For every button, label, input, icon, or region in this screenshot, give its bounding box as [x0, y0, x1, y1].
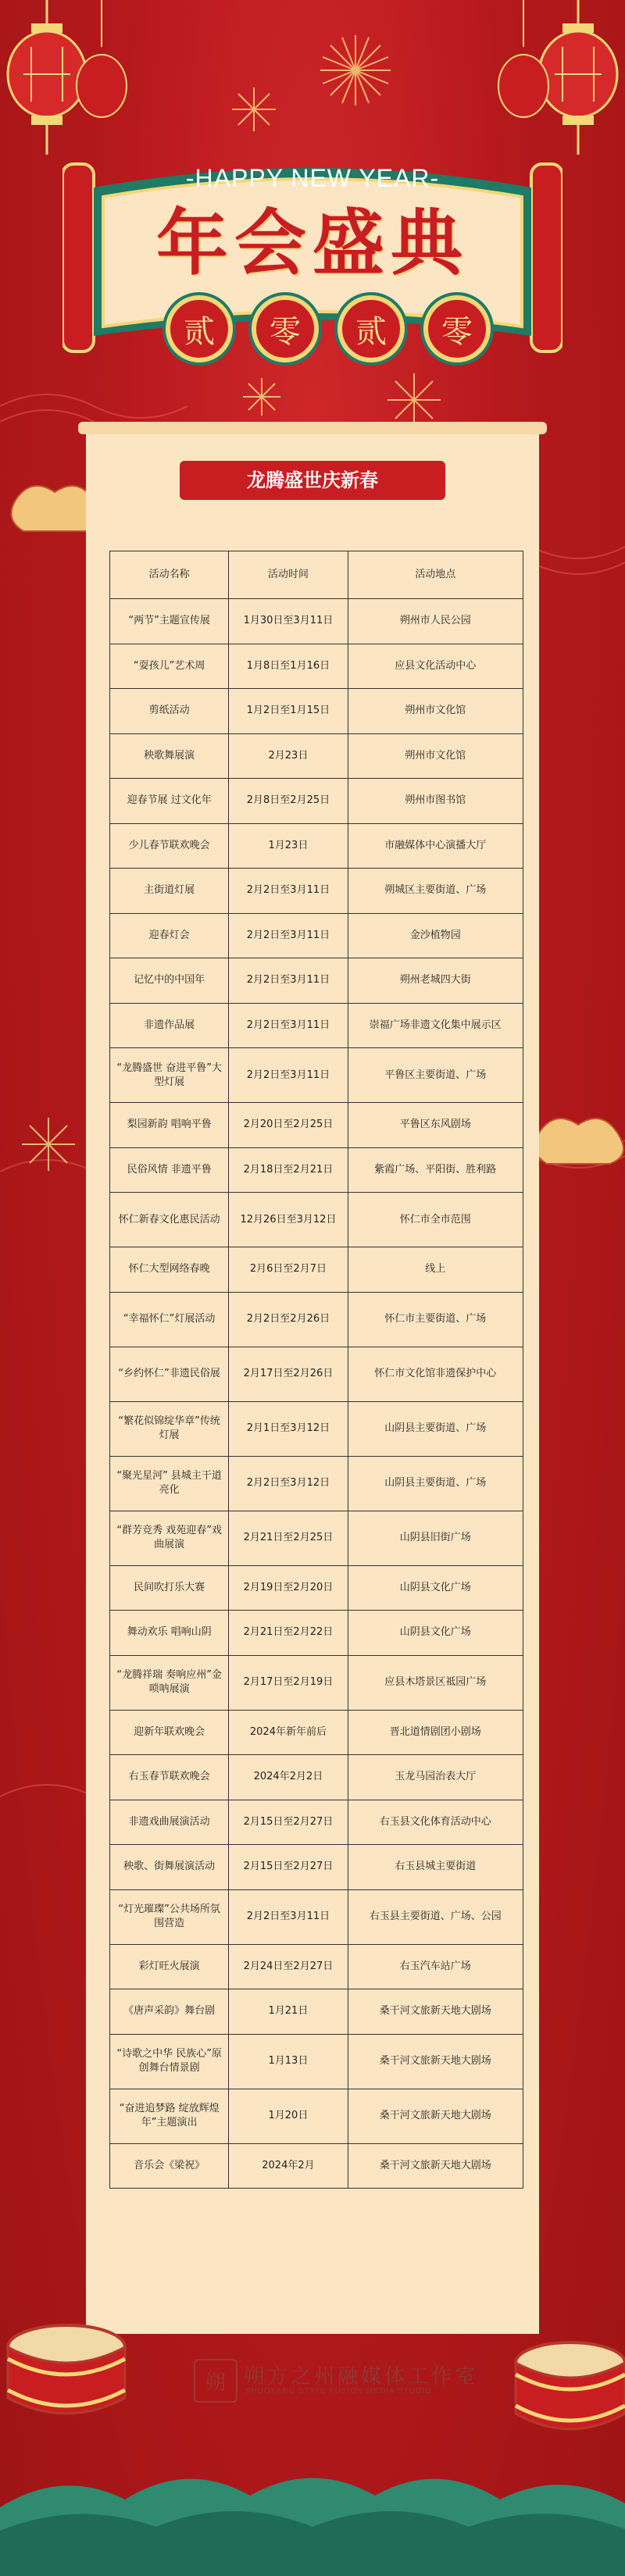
activity-time-cell: 2024年2月2日 — [229, 1755, 348, 1800]
table-row — [110, 958, 523, 1004]
table-row — [110, 1944, 523, 1989]
activity-location-cell: 平鲁区主要街道、广场 — [348, 1048, 523, 1103]
activity-name-cell: “龙腾盛世 奋进平鲁”大型灯展 — [110, 1048, 229, 1103]
table-row — [110, 2089, 523, 2143]
table-row — [110, 733, 523, 779]
panel-roll — [78, 422, 547, 434]
activity-name-cell: “群芳竞秀 戏苑迎春”戏曲展演 — [110, 1511, 229, 1565]
activity-time-cell: 2月19日至2月20日 — [229, 1565, 348, 1611]
activity-location-cell: 晋北道情剧团小剧场 — [348, 1710, 523, 1755]
activity-name-cell: 记忆中的中国年 — [110, 958, 229, 1004]
table-row — [110, 1247, 523, 1293]
table-row — [110, 1655, 523, 1710]
activity-time-cell: 2月17日至2月26日 — [229, 1347, 348, 1401]
activity-name-cell: “奋进追梦路 绽放辉煌年”主题演出 — [110, 2089, 229, 2143]
table-row — [110, 869, 523, 914]
activity-time-cell: 1月2日至1月15日 — [229, 689, 348, 734]
year-char-2: 零 — [252, 295, 319, 362]
activity-time-cell: 2月2日至3月11日 — [229, 1048, 348, 1103]
lantern-left-icon — [0, 0, 133, 156]
table-row — [110, 1003, 523, 1048]
activity-location-cell: 市融媒体中心演播大厅 — [348, 823, 523, 869]
activity-time-cell: 2月1日至3月12日 — [229, 1401, 348, 1456]
table-row — [110, 2143, 523, 2189]
activity-location-cell: 山阴县主要街道、广场 — [348, 1401, 523, 1456]
activity-location-cell: 山阴县旧街广场 — [348, 1511, 523, 1565]
activity-location-cell: 崇福广场非遗文化集中展示区 — [348, 1003, 523, 1048]
activity-time-cell: 2月2日至3月11日 — [229, 869, 348, 914]
activity-location-cell: 玉龙马园治表大厅 — [348, 1755, 523, 1800]
table-body — [110, 599, 523, 2189]
activity-location-cell: 怀仁市全市范围 — [348, 1193, 523, 1247]
activity-location-cell: 桑干河文旅新天地大剧场 — [348, 1989, 523, 2035]
activity-location-cell: 山阴县文化广场 — [348, 1611, 523, 1656]
studio-english-name: SHUOFANG STATE FUSION MEDIA STUDIO — [245, 2387, 432, 2396]
table-row — [110, 1989, 523, 2035]
activity-time-cell: 2月2日至3月11日 — [229, 1003, 348, 1048]
activity-location-cell: 紫霞广场、平阳街、胜利路 — [348, 1147, 523, 1193]
table-row — [110, 1845, 523, 1890]
activity-location-cell: 朔城区主要街道、广场 — [348, 869, 523, 914]
header-activity-time: 活动时间 — [229, 551, 348, 599]
activity-name-cell: “两节”主题宣传展 — [110, 599, 229, 644]
activity-name-cell: “耍孩儿”艺术周 — [110, 644, 229, 689]
table-row — [110, 1889, 523, 1944]
activity-name-cell: 少儿春节联欢晚会 — [110, 823, 229, 869]
year-char-1: 贰 — [166, 295, 233, 362]
activity-name-cell: 彩灯旺火展演 — [110, 1944, 229, 1989]
activity-location-cell: 右玉汽车站广场 — [348, 1944, 523, 1989]
activity-time-cell: 1月13日 — [229, 2034, 348, 2089]
activity-location-cell: 朔州市文化馆 — [348, 689, 523, 734]
studio-name: 朔方之州融媒体工作室 — [244, 2365, 479, 2389]
table-row — [110, 1401, 523, 1456]
activity-location-cell: 山阴县文化广场 — [348, 1565, 523, 1611]
activity-time-cell: 2024年2月 — [229, 2143, 348, 2189]
activity-time-cell: 2月6日至2月7日 — [229, 1247, 348, 1293]
activity-time-cell: 2月17日至2月19日 — [229, 1655, 348, 1710]
activity-name-cell: 怀仁新春文化惠民活动 — [110, 1193, 229, 1247]
table-row — [110, 1347, 523, 1401]
activity-name-cell: “龙腾祥瑞 奏响应州”金唢呐展演 — [110, 1655, 229, 1710]
drum-right-icon — [500, 2320, 625, 2460]
activity-name-cell: “乡约怀仁”非遗民俗展 — [110, 1347, 229, 1401]
activity-time-cell: 1月23日 — [229, 823, 348, 869]
activity-name-cell: 迎春灯会 — [110, 913, 229, 958]
page-title: 年会盛典 — [155, 201, 469, 285]
activity-location-cell: 右玉县主要街道、广场、公园 — [348, 1889, 523, 1944]
activity-location-cell: 金沙植物园 — [348, 913, 523, 958]
activity-time-cell: 2月2日至3月11日 — [229, 958, 348, 1004]
lantern-right-icon — [492, 0, 625, 156]
table-row — [110, 689, 523, 734]
activity-location-cell: 平鲁区东风剧场 — [348, 1103, 523, 1148]
header-activity-location: 活动地点 — [348, 551, 523, 599]
activity-time-cell: 2024年新年前后 — [229, 1710, 348, 1755]
activity-name-cell: 秧歌、街舞展演活动 — [110, 1845, 229, 1890]
activity-location-cell: 桑干河文旅新天地大剧场 — [348, 2143, 523, 2189]
activity-time-cell: 1月21日 — [229, 1989, 348, 2035]
activity-time-cell: 2月2日至3月11日 — [229, 913, 348, 958]
table-row — [110, 599, 523, 644]
activity-location-cell: 朔州市人民公园 — [348, 599, 523, 644]
activity-time-cell: 2月2日至3月11日 — [229, 1889, 348, 1944]
activity-location-cell: 应县文化活动中心 — [348, 644, 523, 689]
activity-time-cell: 2月24日至2月27日 — [229, 1944, 348, 1989]
activity-name-cell: 非遗戏曲展演活动 — [110, 1800, 229, 1845]
activity-location-cell: 桑干河文旅新天地大剧场 — [348, 2034, 523, 2089]
activity-name-cell: 舞动欢乐 唱响山阴 — [110, 1611, 229, 1656]
table-row — [110, 1800, 523, 1845]
activity-name-cell: 《唐声采韵》舞台剧 — [110, 1989, 229, 2035]
activities-table — [109, 551, 523, 2189]
activity-time-cell: 2月8日至2月25日 — [229, 779, 348, 824]
table-row — [110, 823, 523, 869]
drum-left-icon — [0, 2304, 141, 2445]
activity-location-cell: 线上 — [348, 1247, 523, 1293]
table-row — [110, 2034, 523, 2089]
activity-name-cell: 民间吹打乐大赛 — [110, 1565, 229, 1611]
table-row — [110, 1565, 523, 1611]
table-row — [110, 1511, 523, 1565]
activity-name-cell: 民俗风情 非遗平鲁 — [110, 1147, 229, 1193]
activity-time-cell: 2月15日至2月27日 — [229, 1800, 348, 1845]
table-row — [110, 1710, 523, 1755]
year-char-4: 零 — [423, 295, 491, 362]
activity-location-cell: 朔州市文化馆 — [348, 733, 523, 779]
activity-time-cell: 1月30日至3月11日 — [229, 599, 348, 644]
activity-name-cell: 音乐会《梁祝》 — [110, 2143, 229, 2189]
activity-name-cell: 非遗作品展 — [110, 1003, 229, 1048]
activity-location-cell: 怀仁市主要街道、广场 — [348, 1292, 523, 1347]
activity-name-cell: 怀仁大型网络春晚 — [110, 1247, 229, 1293]
activity-name-cell: 剪纸活动 — [110, 689, 229, 734]
activity-time-cell: 2月2日至3月12日 — [229, 1456, 348, 1511]
activity-name-cell: 秧歌舞展演 — [110, 733, 229, 779]
activity-name-cell: 迎新年联欢晚会 — [110, 1710, 229, 1755]
activity-time-cell: 2月21日至2月22日 — [229, 1611, 348, 1656]
activity-name-cell: “幸福怀仁”灯展活动 — [110, 1292, 229, 1347]
activity-name-cell: “灯光璀璨”公共场所氛围营造 — [110, 1889, 229, 1944]
activity-name-cell: “聚光星河” 县城主干道亮化 — [110, 1456, 229, 1511]
activity-name-cell: 迎春节展 过文化年 — [110, 779, 229, 824]
activity-location-cell: 桑干河文旅新天地大剧场 — [348, 2089, 523, 2143]
activity-location-cell: 山阴县主要街道、广场 — [348, 1456, 523, 1511]
activity-time-cell: 2月21日至2月25日 — [229, 1511, 348, 1565]
year-char-3: 贰 — [338, 295, 405, 362]
table-row — [110, 1456, 523, 1511]
table-row — [110, 1193, 523, 1247]
activity-location-cell: 朔州市图书馆 — [348, 779, 523, 824]
activity-time-cell: 2月2日至2月26日 — [229, 1292, 348, 1347]
activity-name-cell: “诗歌之中华 民族心”原创舞台情景剧 — [110, 2034, 229, 2089]
table-row — [110, 1611, 523, 1656]
activity-time-cell: 2月20日至2月25日 — [229, 1103, 348, 1148]
activity-name-cell: 主街道灯展 — [110, 869, 229, 914]
activity-time-cell: 12月26日至3月12日 — [229, 1193, 348, 1247]
table-row — [110, 1048, 523, 1103]
activity-time-cell: 2月18日至2月21日 — [229, 1147, 348, 1193]
activity-time-cell: 1月8日至1月16日 — [229, 644, 348, 689]
activity-time-cell: 2月15日至2月27日 — [229, 1845, 348, 1890]
activity-location-cell: 右玉县文化体育活动中心 — [348, 1800, 523, 1845]
table-header-row — [110, 551, 523, 599]
studio-logo — [194, 2359, 479, 2406]
happy-new-year-text: -HAPPY NEW YEAR- — [185, 164, 440, 192]
table-row — [110, 1755, 523, 1800]
table-row — [110, 644, 523, 689]
activity-name-cell: 梨园新韵 唱响平鲁 — [110, 1103, 229, 1148]
section-subtitle: 龙腾盛世庆新春 — [180, 461, 445, 500]
activity-location-cell: 右玉县城主要街道 — [348, 1845, 523, 1890]
table-row — [110, 779, 523, 824]
activity-location-cell: 朔州老城四大街 — [348, 958, 523, 1004]
activity-location-cell: 怀仁市文化馆非遗保护中心 — [348, 1347, 523, 1401]
activity-time-cell: 2月23日 — [229, 733, 348, 779]
table-row — [110, 1103, 523, 1148]
activity-name-cell: 右玉春节联欢晚会 — [110, 1755, 229, 1800]
table-row — [110, 1292, 523, 1347]
header-activity-name: 活动名称 — [110, 551, 229, 599]
table-row — [110, 913, 523, 958]
table-row — [110, 1147, 523, 1193]
activity-time-cell: 1月20日 — [229, 2089, 348, 2143]
activity-name-cell: “繁花似锦绽华章”传统灯展 — [110, 1401, 229, 1456]
studio-seal-icon: 朔 — [194, 2359, 238, 2403]
activity-location-cell: 应县木塔景区祗园广场 — [348, 1655, 523, 1710]
